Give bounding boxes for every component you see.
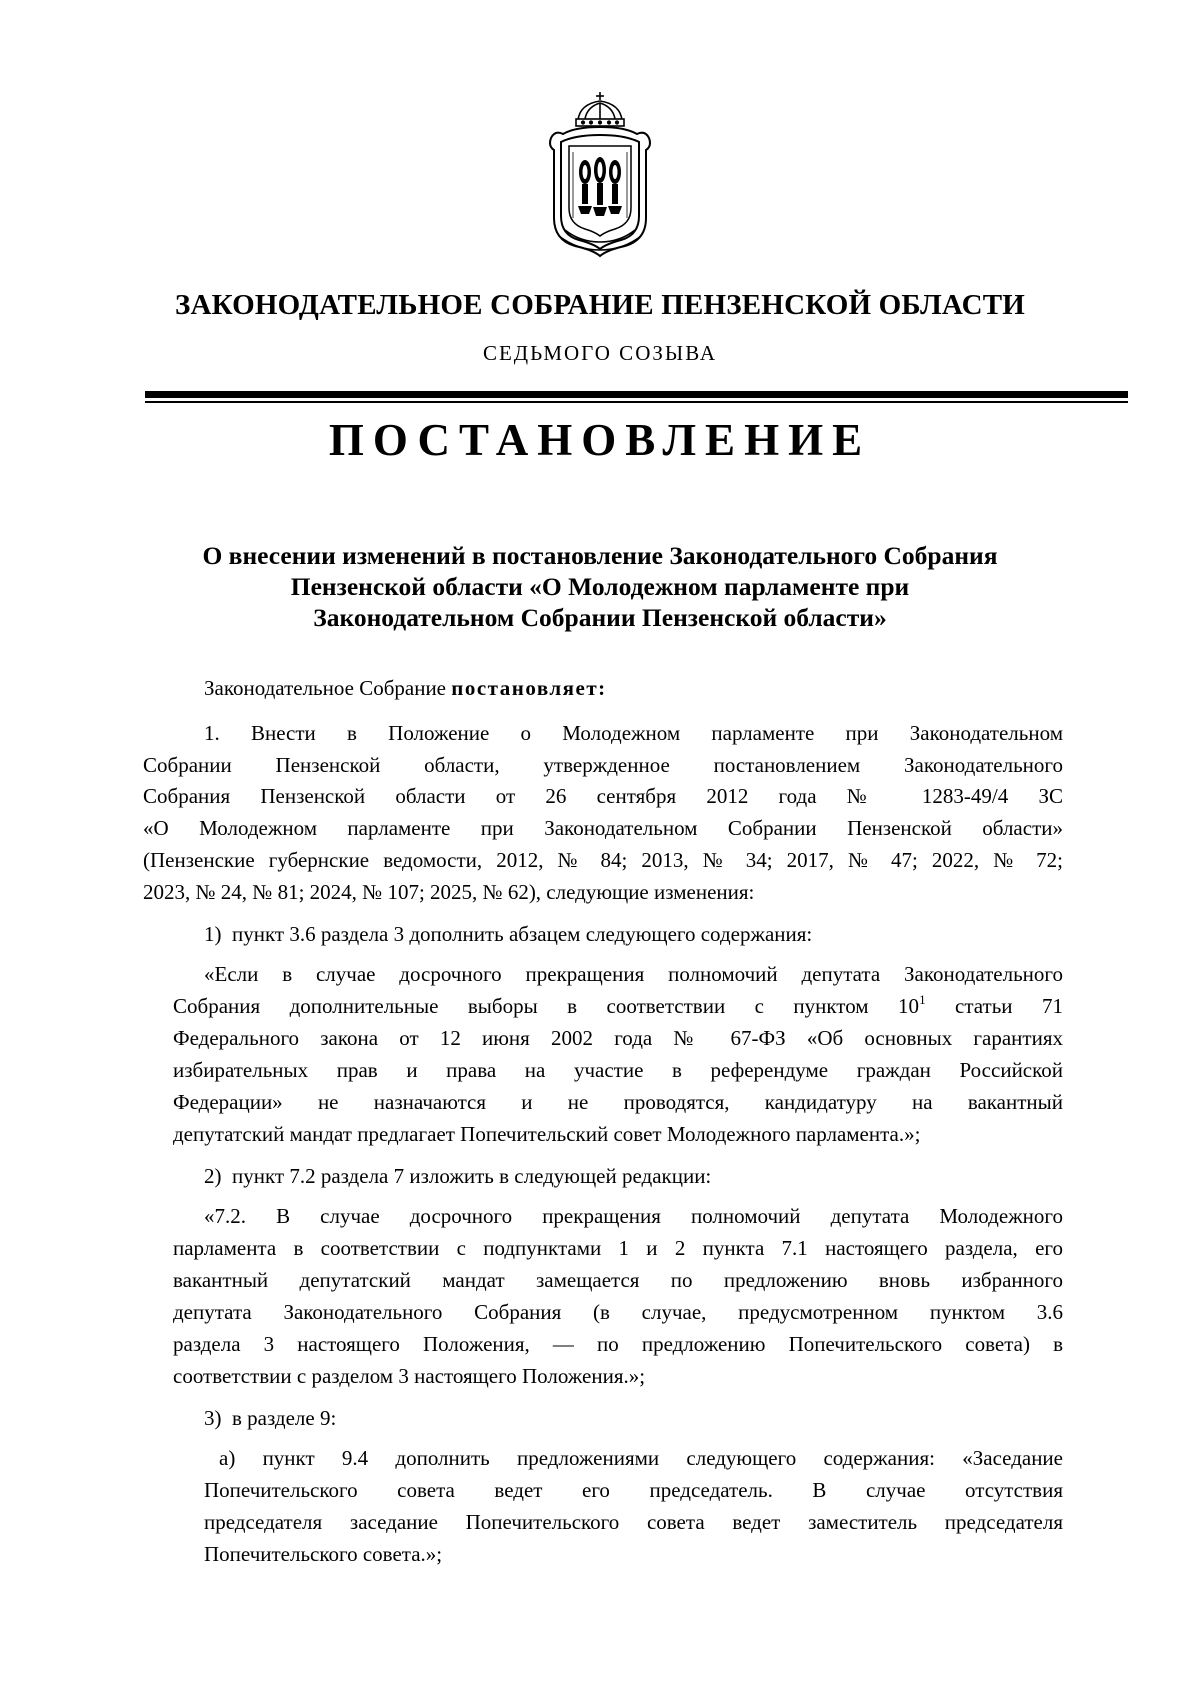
superscript-marker: 1 (919, 992, 926, 1007)
sub1-quote-text: Собрания дополнительные выборы в соответствии с пунктом 10 (173, 994, 920, 1018)
header-divider-thin (145, 401, 1128, 403)
subject-line: Пензенской области «О Молодежном парламенте при (290, 572, 910, 601)
sub1-quote-line: Федерации» не назначаются и не проводятся, кандидатуру на вакантный (173, 1090, 1063, 1114)
sub1-heading: 1) пункт 3.6 раздела 3 дополнить абзацем следующего содержания: (204, 922, 813, 946)
sub3-line: а) пункт 9.4 дополнить предложениями следующего содержания: «Заседание (219, 1446, 1063, 1470)
preamble (204, 672, 607, 704)
sub1-quote-line: «Если в случае досрочного прекращения полномочий депутата Законодательного (204, 962, 1063, 986)
sub2-quote-line: раздела 3 настоящего Положения, — по предложению Попечительского совета) в (173, 1332, 1063, 1356)
organization-title: ЗАКОНОДАТЕЛЬНОЕ СОБРАНИЕ ПЕНЗЕНСКОЙ ОБЛАСТИ (174, 289, 1026, 321)
preamble-text: Законодательное Собрание (204, 676, 452, 700)
item1-line: Собрания Пензенской области от 26 сентября 2012 года № 1283-49/4 ЗС (143, 784, 1063, 808)
sub2-quote-line: депутата Законодательного Собрания (в случае, предусмотренном пунктом 3.6 (173, 1300, 1063, 1324)
item1-line: 1. Внести в Положение о Молодежном парламенте при Законодательном (204, 721, 1063, 745)
sub3-line: председателя заседание Попечительского совета ведет заместитель председателя (204, 1510, 1063, 1534)
subject-line: Законодательном Собрании Пензенской области» (313, 603, 887, 632)
coat-of-arms-emblem (545, 90, 655, 258)
sub2-heading: 2) пункт 7.2 раздела 7 изложить в следующей редакции: (204, 1164, 712, 1188)
sub2-quote-line: вакантный депутатский мандат замещается по предложению вновь избранного (173, 1268, 1063, 1292)
sub1-quote-line (173, 990, 1063, 1022)
sub3-heading: 3) в разделе 9: (204, 1406, 337, 1430)
item1-line: «О Молодежном парламенте при Законодательном Собрании Пензенской области» (143, 816, 1063, 840)
document-subject (150, 540, 1050, 633)
document-type-heading: ПОСТАНОВЛЕНИЕ (328, 415, 872, 465)
preamble-emphasis: постановляет: (451, 676, 607, 700)
sub2-quote-line: «7.2. В случае досрочного прекращения полномочий депутата Молодежного (204, 1204, 1063, 1228)
sub3-line: Попечительского совета.»; (204, 1542, 443, 1566)
sub1-quote-text: статьи 71 (925, 994, 1063, 1018)
convocation-subtitle: СЕДЬМОГО СОЗЫВА (482, 341, 718, 365)
item1-line: 2023, № 24, № 81; 2024, № 107; 2025, № 62), следующие изменения: (143, 880, 755, 904)
sub1-quote-line: избирательных прав и права на участие в референдуме граждан Российской (173, 1058, 1063, 1082)
sub3-line: Попечительского совета ведет его председатель. В случае отсутствия (204, 1478, 1063, 1502)
item1-line: Собрании Пензенской области, утвержденное постановлением Законодательного (143, 753, 1063, 777)
sub1-quote-line: депутатский мандат предлагает Попечительский совет Молодежного парламента.»; (173, 1122, 921, 1146)
subject-line: О внесении изменений в постановление Законодательного Собрания (202, 541, 998, 570)
sub1-quote-line: Федерального закона от 12 июня 2002 года № 67-ФЗ «Об основных гарантиях (173, 1026, 1063, 1050)
header-divider-thick (145, 391, 1128, 398)
sub2-quote-line: соответствии с разделом 3 настоящего Положения.»; (173, 1364, 646, 1388)
item1-line: (Пензенские губернские ведомости, 2012, № 84; 2013, № 34; 2017, № 47; 2022, № 72; (143, 848, 1063, 872)
sub2-quote-line: парламента в соответствии с подпунктами 1 и 2 пункта 7.1 настоящего раздела, его (173, 1236, 1063, 1260)
